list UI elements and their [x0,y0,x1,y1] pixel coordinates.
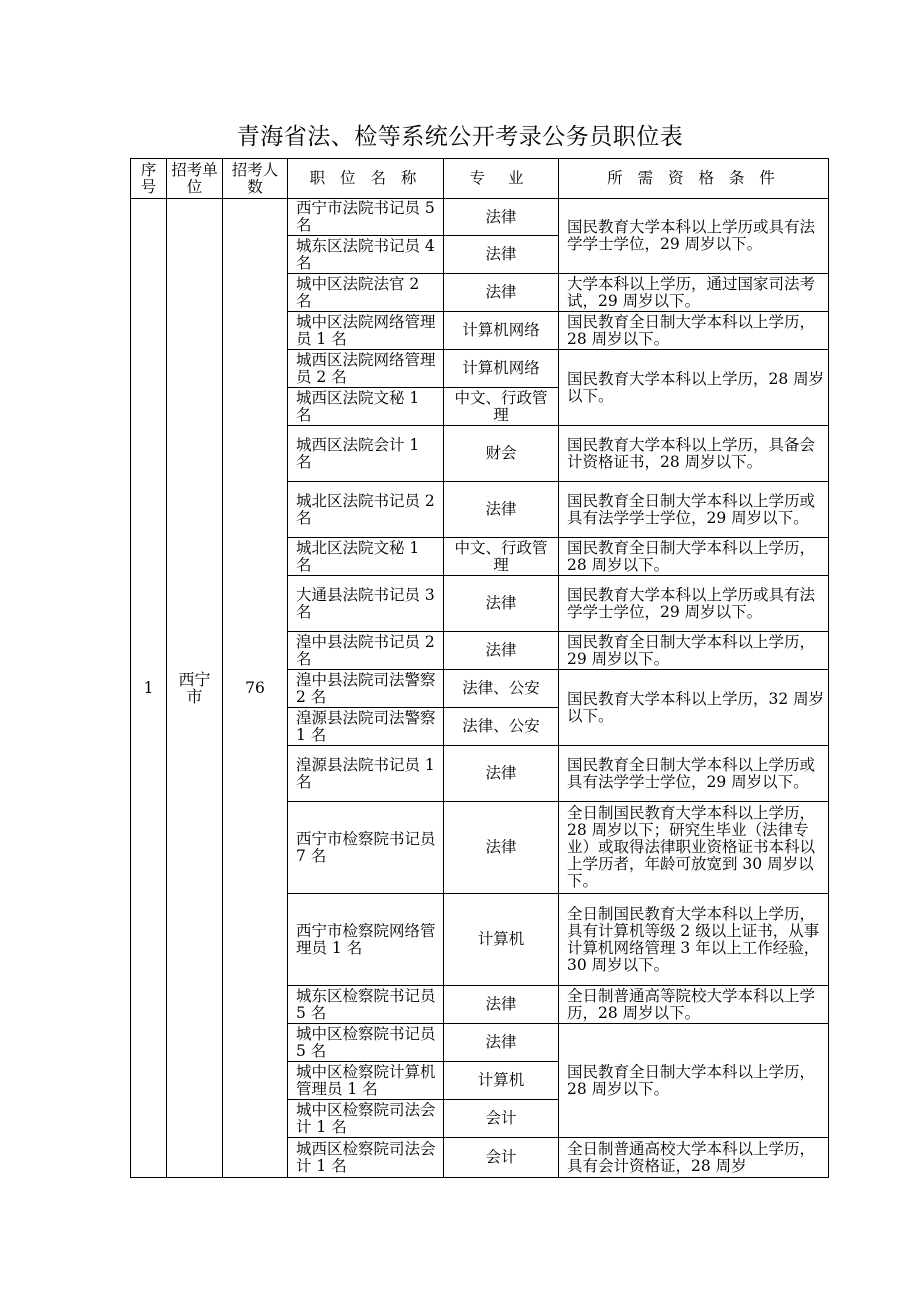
header-seq: 序号 [131,159,167,199]
position-name: 西宁市检察院网络管理员 1 名 [288,894,444,986]
page-title: 青海省法、检等系统公开考录公务员职位表 [236,124,684,150]
position-name: 城东区法院书记员 4 名 [288,236,444,274]
requirement: 国民教育全日制大学本科以上学历或具有法学学士学位，29 周岁以下。 [559,746,829,802]
major: 计算机 [444,1062,559,1100]
position-name: 西宁市法院书记员 5 名 [288,199,444,236]
position-name: 湟中县法院司法警察 2 名 [288,670,444,708]
major: 会计 [444,1100,559,1138]
group-seq: 1 [131,199,167,1178]
major: 法律 [444,576,559,632]
major: 中文、行政管理 [444,388,559,426]
header-major: 专 业 [444,159,559,199]
header-requirements: 所 需 资 格 条 件 [559,159,829,199]
header-position: 职 位 名 称 [288,159,444,199]
position-name: 西宁市检察院书记员 7 名 [288,802,444,894]
major: 法律 [444,632,559,670]
major: 中文、行政管理 [444,538,559,576]
position-name: 城中区检察院计算机管理员 1 名 [288,1062,444,1100]
position-name: 城中区法院法官 2 名 [288,274,444,312]
major: 法律 [444,199,559,236]
major: 会计 [444,1138,559,1178]
header-count: 招考人数 [223,159,288,199]
major: 法律、公安 [444,708,559,746]
major: 财会 [444,426,559,482]
position-name: 城中区法院网络管理员 1 名 [288,312,444,350]
requirement: 全日制国民教育大学本科以上学历，28 周岁以下；研究生毕业（法律专业）或取得法律职业资格证书本科以上学历者，年龄可放宽到 30 周岁以下。 [559,802,829,894]
requirement: 国民教育大学本科以上学历或具有法学学士学位，29 周岁以下。 [559,576,829,632]
requirement: 国民教育大学本科以上学历，28 周岁以下。 [559,350,829,426]
header-row [131,159,829,199]
requirement: 国民教育全日制大学本科以上学历，28 周岁以下。 [559,312,829,350]
major: 法律 [444,746,559,802]
position-name: 城北区法院文秘 1 名 [288,538,444,576]
requirement: 国民教育全日制大学本科以上学历或具有法学学士学位，29 周岁以下。 [559,482,829,538]
major: 法律、公安 [444,670,559,708]
requirement: 国民教育大学本科以上学历，32 周岁以下。 [559,670,829,746]
major: 法律 [444,986,559,1024]
positions-table [130,158,829,1178]
position-name: 城西区法院文秘 1 名 [288,388,444,426]
major: 法律 [444,274,559,312]
group-count: 76 [223,199,288,1178]
major: 法律 [444,802,559,894]
position-name: 湟源县法院书记员 1 名 [288,746,444,802]
header-unit: 招考单位 [167,159,223,199]
requirement: 全日制普通高等院校大学本科以上学历，28 周岁以下。 [559,986,829,1024]
table-row [131,199,829,236]
requirement: 国民教育大学本科以上学历，具备会计资格证书，28 周岁以下。 [559,426,829,482]
major: 法律 [444,236,559,274]
position-name: 城中区检察院书记员 5 名 [288,1024,444,1062]
position-name: 城西区法院会计 1 名 [288,426,444,482]
position-name: 城中区检察院司法会计 1 名 [288,1100,444,1138]
position-name: 大通县法院书记员 3 名 [288,576,444,632]
major: 计算机 [444,894,559,986]
requirement: 全日制普通高校大学本科以上学历，具有会计资格证，28 周岁 [559,1138,829,1178]
position-name: 湟中县法院书记员 2 名 [288,632,444,670]
position-name: 城西区法院网络管理员 2 名 [288,350,444,388]
major: 计算机网络 [444,312,559,350]
major: 计算机网络 [444,350,559,388]
requirement: 国民教育全日制大学本科以上学历，28 周岁以下。 [559,1024,829,1138]
position-name: 城西区检察院司法会计 1 名 [288,1138,444,1178]
requirement: 全日制国民教育大学本科以上学历，具有计算机等级 2 级以上证书，从事计算机网络管理 3 年以上工作经验，30 周岁以下。 [559,894,829,986]
requirement: 大学本科以上学历，通过国家司法考试，29 周岁以下。 [559,274,829,312]
requirement: 国民教育大学本科以上学历或具有法学学士学位，29 周岁以下。 [559,199,829,274]
position-name: 城东区检察院书记员 5 名 [288,986,444,1024]
group-unit: 西宁市 [167,199,223,1178]
requirement: 国民教育全日制大学本科以上学历，28 周岁以下。 [559,538,829,576]
major: 法律 [444,482,559,538]
position-name: 湟源县法院司法警察 1 名 [288,708,444,746]
requirement: 国民教育全日制大学本科以上学历，29 周岁以下。 [559,632,829,670]
major: 法律 [444,1024,559,1062]
position-name: 城北区法院书记员 2 名 [288,482,444,538]
